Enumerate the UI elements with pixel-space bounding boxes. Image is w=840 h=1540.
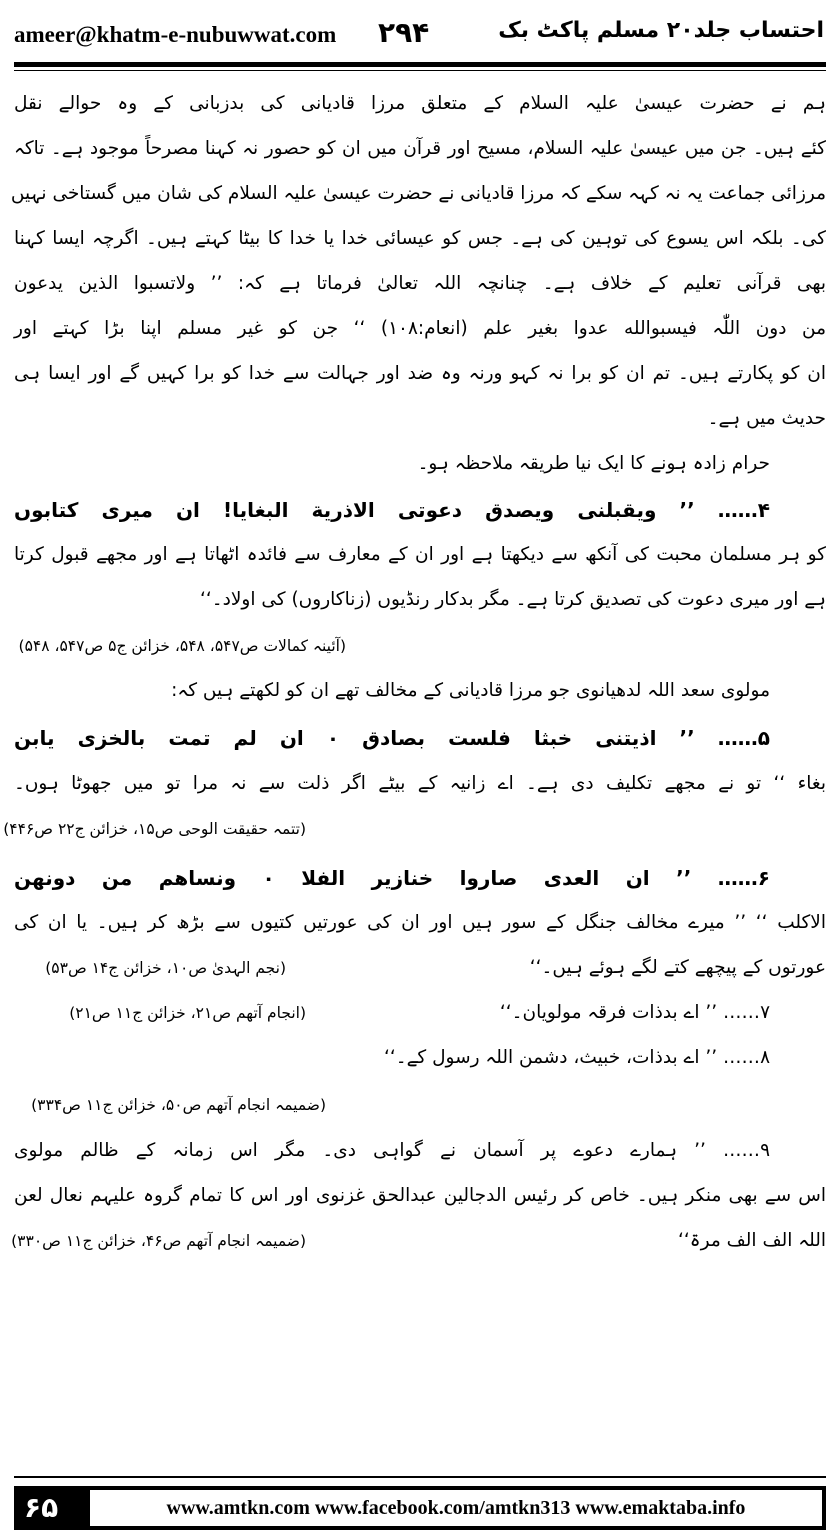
footer-divider (14, 1476, 826, 1478)
reference-line: (آئینہ کمالات ص۵۴۷، ۵۴۸، خزائن ج۵ ص۵۴۷، ۵۴۸) (18, 637, 346, 655)
text-line: ان کو پکارتے ہیں۔ تم ان کو برا نہ کہو ورنہ وہ ضد اور جہالت سے خدا کو برا کہیں گے اور ایسا ہی (14, 363, 826, 384)
text-line: عورتوں کے پیچھے کتے لگے ہوئے ہیں۔‘‘ (529, 957, 826, 978)
page-body (3, 76, 826, 1468)
text-line: ہے اور میری دعوت کی تصدیق کرتا ہے۔ مگر بدکار رنڈیوں (زناکاروں) کی اولاد۔‘‘ (200, 589, 826, 610)
reference-line: (انجام آتھم ص۲۱، خزائن ج۱۱ ص۲۱) (69, 1004, 306, 1022)
text-line: بھی قرآنی تعلیم کے خلاف ہے۔ چنانچہ اللہ تعالیٰ فرماتا ہے کہ: ’’ ولاتسبوا الذین یدعون (14, 273, 826, 294)
header-page-number: ۲۹۴ (378, 16, 430, 49)
text-line: ہم نے حضرت عیسیٰ علیہ السلام کے متعلق مرزا قادیانی کی بدزبانی کے وہ حوالے نقل (14, 93, 826, 114)
header-email: ameer@khatm-e-nubuwwat.com (14, 22, 337, 47)
text-line: ۷…… ’’ اے بدذات فرقہ مولویان۔‘‘ (499, 1002, 770, 1023)
reference-line: (تتمہ حقیقت الوحی ص۱۵، خزائن ج۲۲ ص۴۴۶) (3, 820, 306, 838)
page-header (0, 0, 840, 60)
text-line: بغاء ‘‘ تو نے مجھے تکلیف دی ہے۔ اے زانیہ کے بیٹے اگر ذلت سے نہ مرا تو میں جھوٹا ہوں۔ (14, 773, 826, 794)
reference-line: (نجم الہدیٰ ص۱۰، خزائن ج۱۴ ص۵۳) (45, 959, 286, 977)
text-line: کی۔ بلکہ اس یسوع کی توہین کی ہے۔ جس کو عیسائی خدا یا خدا کا بیٹا کہتے ہیں۔ اگرچہ ایسا کہنا (14, 228, 826, 249)
text-line: ۹…… ’’ ہمارے دعوے پر آسمان نے گواہی دی۔ مگر اس زمانہ کے ظالم مولوی (14, 1140, 770, 1161)
quote-line: ۵…… ’’ اذیتنی خبثا فلست بصادق ۰ ان لم تمت بالخزی یابن (14, 726, 771, 750)
text-line: کو ہر مسلمان محبت کی آنکھ سے دیکھتا ہے اور ان کے معارف سے فائدہ اٹھاتا ہے اور مجھے قبول کرتا (14, 544, 826, 565)
text-line: من دون اللّٰہ فیسبوالله عدوا بغیر علم (انعام:۱۰۸) ‘‘ جن کو غیر مسلم اپنا بڑا کہتے اور (14, 318, 826, 339)
text-line: اللہ الف الف مرۃ‘‘ (678, 1230, 826, 1251)
page-footer (14, 1486, 826, 1530)
text-line: مرزائی جماعت یہ نہ کہہ سکے کہ مرزا قادیانی نے حضرت عیسیٰ علیہ السلام کی شان میں گستاخی نہیں (10, 183, 826, 204)
text-line: ۸…… ’’ اے بدذات، خبیث، دشمن اللہ رسول کے۔‘‘ (383, 1047, 770, 1068)
text-line: کئے ہیں۔ جن میں عیسیٰ علیہ السلام، مسیح اور قرآن میں ان کو حصور نہ کہنا مصرحاً موجود ہے۔ تاکہ (14, 138, 826, 159)
text-line: اس سے بھی منکر ہیں۔ خاص کر رئیس الدجالین عبدالحق غزنوی اور اس کا تمام گروہ علیہم نعال لعن (14, 1185, 826, 1206)
footer-links: www.amtkn.com www.facebook.com/amtkn313 www.emaktaba.info (90, 1490, 822, 1526)
text-line: حرام زادہ ہونے کا ایک نیا طریقہ ملاحظہ ہو۔ (417, 453, 770, 474)
reference-line: (ضمیمہ انجام آتھم ص۴۶، خزائن ج۱۱ ص۳۳۰) (11, 1232, 306, 1250)
quote-line: ۶…… ’’ ان العدی صاروا خنازیر الفلا ۰ ونساھم من دونھن (14, 866, 770, 890)
header-book-title: احتساب جلد۲۰ مسلم پاکٹ بک (498, 18, 824, 43)
header-divider-thick (14, 62, 826, 67)
quote-line: ۴…… ’’ ویقبلنی ویصدق دعوتی الاذریة البغایا! ان میری کتابوں (14, 498, 770, 522)
footer-page-number: ۶۵ (24, 1491, 59, 1524)
header-divider-thin (14, 70, 826, 71)
text-line: حدیث میں ہے۔ (707, 408, 826, 429)
reference-line: (ضمیمہ انجام آتھم ص۵۰، خزائن ج۱۱ ص۳۳۴) (31, 1096, 326, 1114)
text-line: الاکلب ‘‘ ’’ میرے مخالف جنگل کے سور ہیں اور ان کی عورتیں کتیوں سے بڑھ کر ہیں۔ یا ان کی (14, 912, 826, 933)
text-line: مولوی سعد اللہ لدھیانوی جو مرزا قادیانی کے مخالف تھے ان کو لکھتے ہیں کہ: (171, 680, 770, 701)
